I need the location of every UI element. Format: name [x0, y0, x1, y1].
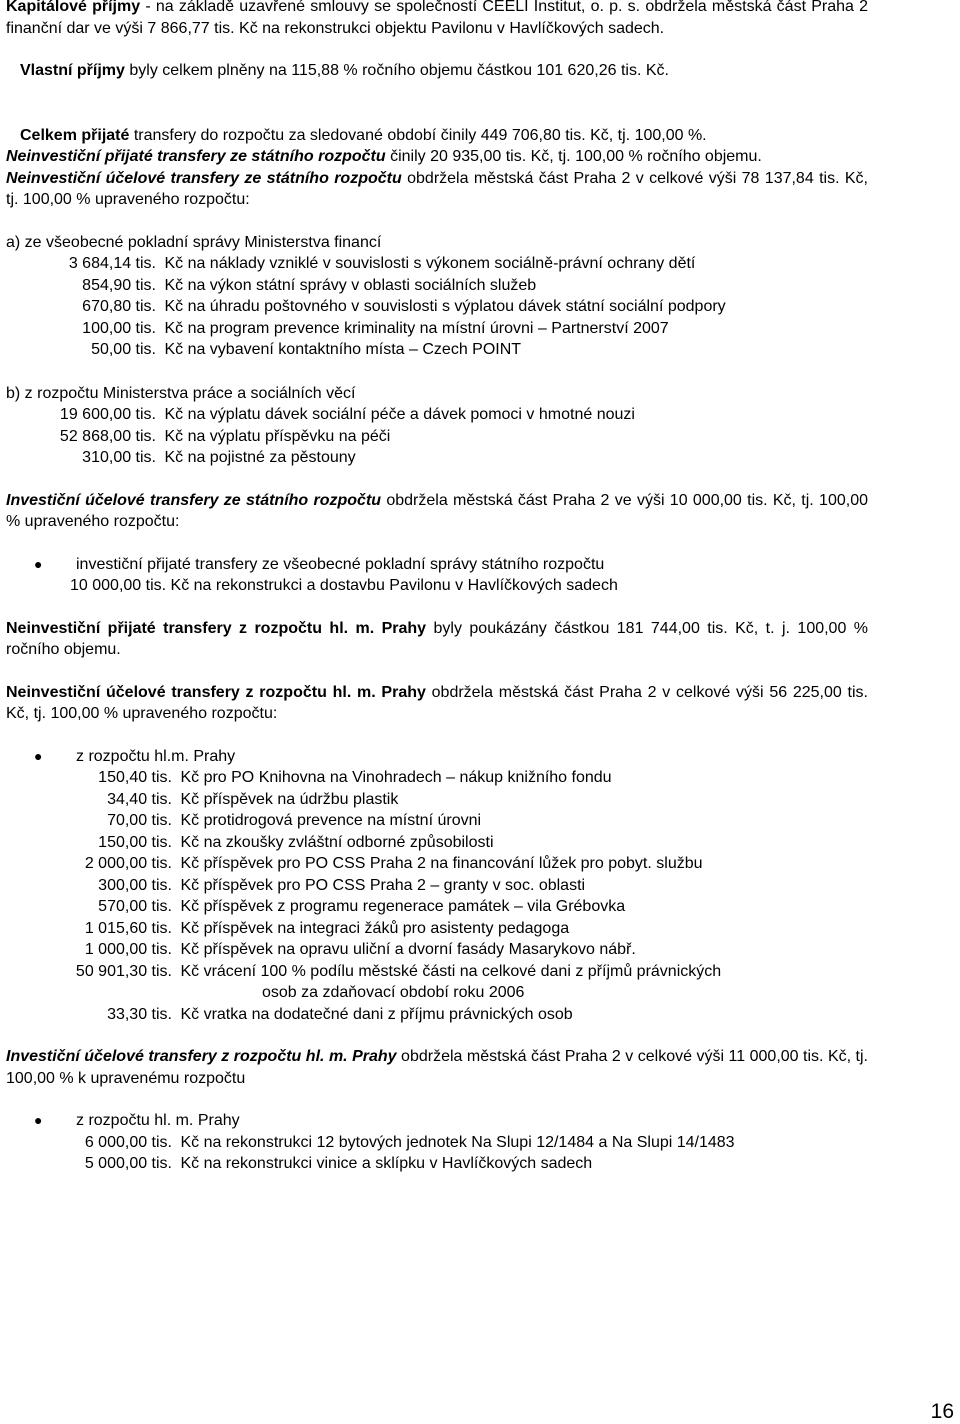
- item-text: Kč vrácení 100 % podílu městské části na celkové dani z příjmů právnických: [176, 962, 722, 980]
- item-amount: 1 015,60 tis.: [84, 919, 172, 937]
- noninv-city-earmarked-label: Neinvestiční účelové transfery z rozpočtu hl. m. Prahy: [6, 683, 426, 701]
- item-amount: 33,30 tis.: [107, 1005, 172, 1023]
- capital-income-text: - na základě uzavřené smlouvy se společností CEELI Institut, o. p. s. obdržela městská část Praha 2 finanční dar ve výši 7 866,77 tis. Kč na rekonstrukci objektu Pavilonu v Havlíčkových sadech.: [6, 0, 869, 37]
- item-amount: 70,00 tis.: [107, 812, 172, 829]
- item-text: Kč na výplatu dávek sociální péče a dávek pomoci v hmotné nouzi: [160, 406, 635, 423]
- city-item: [6, 767, 868, 789]
- noninv-earmarked-paragraph: [6, 168, 868, 211]
- noninv-city-earmarked-text: obdržela městská část Praha 2 v celkové výši 56 225,00 tis. Kč, tj. 100,00 % upraveného rozpočtu:: [6, 683, 868, 722]
- item-amount: 6 000,00 tis.: [84, 1133, 172, 1151]
- city-item: [6, 875, 868, 897]
- noninv-city-earmarked-paragraph: [6, 682, 868, 725]
- bullet-text: investiční přijaté transfery ze všeobecné pokladní správy státního rozpočtu: [76, 555, 605, 573]
- item-text: Kč příspěvek na opravu uliční a dvorní fasády Masarykovo nábř.: [176, 941, 636, 958]
- item-text: Kč na vybavení kontaktního místa – Czech POINT: [160, 341, 522, 358]
- total-transfers-paragraph: [6, 125, 868, 147]
- item-text: Kč na výkon státní správy v oblasti sociálních služeb: [160, 276, 537, 294]
- city-item: [6, 832, 868, 854]
- city-item: [6, 918, 868, 940]
- capital-income-label: Kapitálové příjmy: [6, 0, 141, 15]
- noninv-city-label: Neinvestiční přijaté transfery z rozpočtu hl. m. Prahy: [6, 619, 427, 637]
- own-income-paragraph: [6, 60, 868, 82]
- item-amount: 3 684,14 tis.: [68, 255, 156, 272]
- bullet-icon: ●: [34, 747, 43, 764]
- item-text: Kč na náklady vzniklé v souvislosti s výkonem sociálně-právní ochrany dětí: [160, 255, 696, 272]
- noninv-earmarked-text: obdržela městská část Praha 2 v celkové výši 78 137,84 tis. Kč, tj. 100,00 % upraveného rozpočtu:: [6, 169, 869, 208]
- noninv-city-list: [6, 767, 868, 1025]
- city-item: [6, 896, 868, 918]
- section-a-item: [6, 253, 868, 275]
- noninv-city-text: byly poukázány částkou 181 744,00 tis. Kč, t. j. 100,00 % ročního objemu.: [6, 619, 869, 658]
- page-number: 16: [930, 1399, 954, 1423]
- bullet-text: z rozpočtu hl. m. Prahy: [76, 1112, 240, 1129]
- section-a-item: [6, 275, 868, 297]
- item-amount: 34,40 tis.: [107, 790, 172, 808]
- item-text: Kč pro PO Knihovna na Vinohradech – nákup knižního fondu: [176, 769, 612, 786]
- bullet-text: z rozpočtu hl.m. Prahy: [76, 747, 236, 765]
- own-income-text: byly celkem plněny na 115,88 % ročního objemu částkou 101 620,26 tis. Kč.: [124, 62, 669, 79]
- inv-city-list: [6, 1132, 868, 1175]
- city-item: [6, 1004, 868, 1026]
- item-text: Kč protidrogová prevence na místní úrovni: [176, 812, 482, 829]
- item-amount: 52 868,00 tis.: [59, 427, 156, 445]
- city-item: [6, 939, 868, 961]
- item-text: Kč příspěvek z programu regenerace památek – vila Grébovka: [176, 898, 626, 915]
- inv-city-item: [6, 1132, 868, 1154]
- noninv-state-text: činily 20 935,00 tis. Kč, tj. 100,00 % ročního objemu.: [385, 148, 762, 165]
- inv-city-item: [6, 1153, 868, 1175]
- item-amount: 854,90 tis.: [82, 276, 156, 294]
- item-text: Kč na zkoušky zvláštní odborné způsobilosti: [176, 833, 494, 851]
- item-text: Kč na úhradu poštovného v souvislosti s výplatou dávek státní sociální podpory: [160, 298, 726, 315]
- noninv-city-paragraph: [6, 618, 868, 661]
- section-b-item: [6, 426, 868, 448]
- item-text: Kč příspěvek pro PO CSS Praha 2 – granty v soc. oblasti: [176, 876, 586, 894]
- inv-city-label: Investiční účelové transfery z rozpočtu hl. m. Prahy: [6, 1048, 397, 1065]
- item-text: Kč na rekonstrukci vinice a sklípku v Havlíčkových sadech: [176, 1155, 593, 1172]
- item-amount: 100,00 tis.: [82, 319, 156, 337]
- item-amount: 19 600,00 tis.: [59, 406, 156, 423]
- bullet-icon: ●: [34, 555, 43, 572]
- noninv-city-bullet: [6, 746, 868, 768]
- city-item: [6, 789, 868, 811]
- section-b-heading: b) z rozpočtu Ministerstva práce a sociálních věcí: [6, 384, 356, 402]
- item-text: Kč příspěvek pro PO CSS Praha 2 na financování lůžek pro pobyt. službu: [176, 855, 703, 872]
- item-amount: 570,00 tis.: [98, 898, 172, 915]
- inv-city-text: obdržela městská část Praha 2 v celkové výši 11 000,00 tis. Kč, tj. 100,00 % k upravenému rozpočtu: [6, 1048, 868, 1087]
- item-text: Kč vratka na dodatečné dani z příjmu právnických osob: [176, 1005, 573, 1023]
- item-text: Kč na program prevence kriminality na místní úrovni – Partnerství 2007: [160, 319, 669, 337]
- own-income-label: Vlastní příjmy: [20, 62, 125, 79]
- capital-income-paragraph: [6, 0, 868, 39]
- item-text: Kč příspěvek na integraci žáků pro asistenty pedagoga: [176, 919, 570, 937]
- item-text: Kč na výplatu příspěvku na péči: [160, 427, 391, 445]
- total-transfers-text: transfery do rozpočtu za sledované období činily 449 706,80 tis. Kč, tj. 100,00 %.: [129, 126, 707, 144]
- item-amount: 310,00 tis.: [82, 449, 156, 466]
- total-transfers-label: Celkem přijaté: [20, 126, 130, 144]
- noninv-state-label: Neinvestiční přijaté transfery ze státního rozpočtu: [6, 148, 386, 165]
- section-a-item: [6, 296, 868, 318]
- inv-city-paragraph: [6, 1046, 868, 1089]
- city-item: [6, 810, 868, 832]
- section-a-list: [6, 253, 868, 361]
- item-amount: 50,00 tis.: [91, 341, 156, 358]
- city-item-continuation: osob za zdaňovací období roku 2006: [262, 984, 525, 1001]
- inv-state-item: 10 000,00 tis. Kč na rekonstrukci a dostavbu Pavilonu v Havlíčkových sadech: [70, 577, 618, 594]
- inv-state-label: Investiční účelové transfery ze státního rozpočtu: [6, 491, 382, 509]
- item-amount: 150,40 tis.: [98, 769, 172, 786]
- item-text: Kč na rekonstrukci 12 bytových jednotek Na Slupi 12/1484 a Na Slupi 14/1483: [176, 1133, 735, 1151]
- city-item: [6, 853, 868, 875]
- inv-state-bullet: [6, 554, 868, 576]
- item-amount: 150,00 tis.: [98, 833, 172, 851]
- item-text: Kč příspěvek na údržbu plastik: [176, 790, 399, 808]
- section-b-item: [6, 404, 868, 426]
- item-amount: 1 000,00 tis.: [84, 941, 172, 958]
- item-amount: 670,80 tis.: [82, 298, 156, 315]
- inv-city-bullet: [6, 1110, 868, 1132]
- document-page: [6, 0, 868, 1175]
- section-b-item: [6, 447, 868, 469]
- noninv-state-paragraph: [6, 146, 868, 168]
- section-a-item: [6, 318, 868, 340]
- item-amount: 50 901,30 tis.: [75, 962, 172, 980]
- inv-state-paragraph: [6, 490, 868, 533]
- city-item: [6, 961, 868, 983]
- section-b-list: [6, 404, 868, 469]
- section-a-heading: a) ze všeobecné pokladní správy Ministerstva financí: [6, 233, 382, 251]
- item-amount: 300,00 tis.: [98, 876, 172, 894]
- item-amount: 5 000,00 tis.: [84, 1155, 172, 1172]
- item-text: Kč na pojistné za pěstouny: [160, 449, 356, 466]
- inv-state-text: obdržela městská část Praha 2 ve výši 10 000,00 tis. Kč, tj. 100,00 % upraveného rozpočtu:: [6, 491, 868, 530]
- noninv-earmarked-label: Neinvestiční účelové transfery ze státního rozpočtu: [6, 169, 402, 187]
- item-amount: 2 000,00 tis.: [84, 855, 172, 872]
- section-a-item: [6, 339, 868, 361]
- bullet-icon: ●: [34, 1112, 43, 1128]
